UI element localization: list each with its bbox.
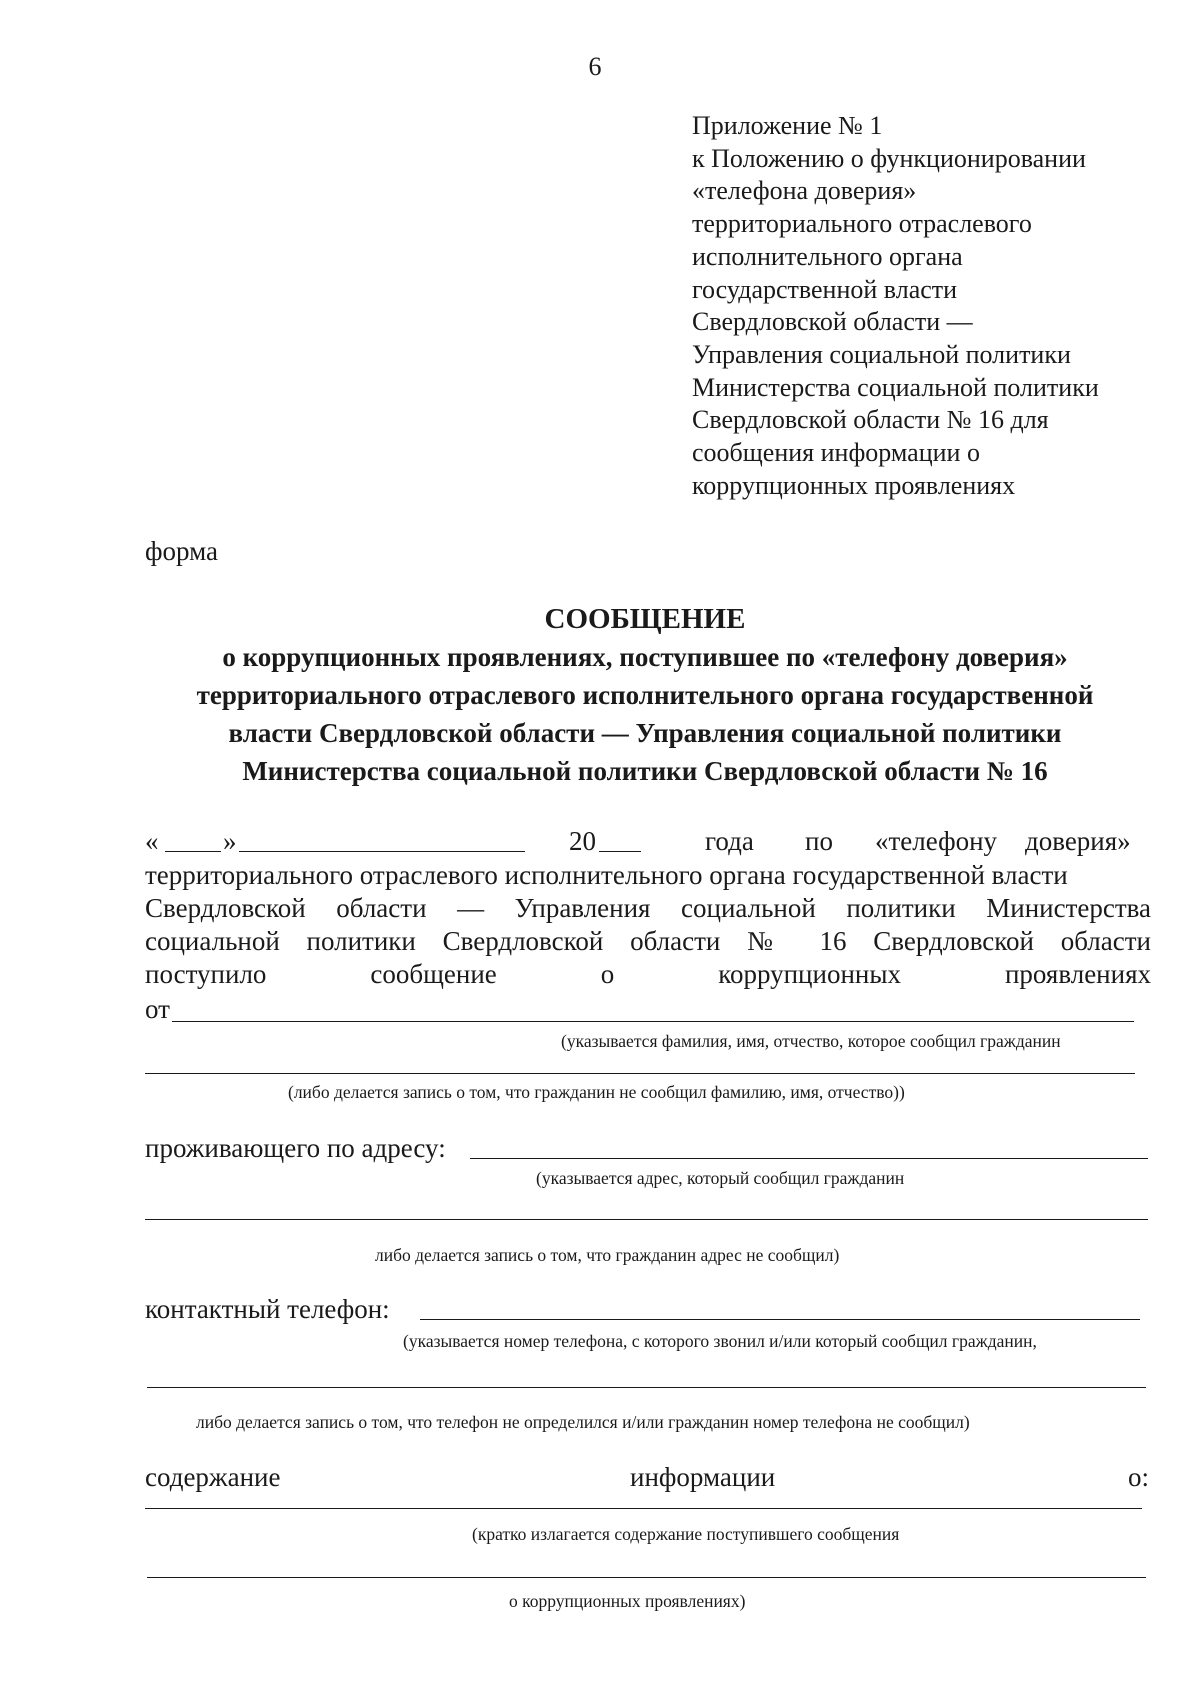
phone-field-line[interactable] [420,1319,1140,1320]
body-word: области [1060,926,1151,956]
day-blank[interactable] [165,851,221,852]
appendix-line: «телефона доверия» [692,176,917,206]
form-label: форма [145,536,218,566]
month-blank[interactable] [239,851,525,852]
appendix-line: Управления социальной политики [692,339,1071,369]
year-blank[interactable] [599,851,641,852]
body-word: по [805,826,833,856]
body-line-4 [145,926,1151,957]
body-word: Управления [514,893,651,923]
address-field-line[interactable] [470,1158,1148,1159]
content-label-word: содержание [145,1462,281,1492]
from-label: от [145,994,170,1024]
appendix-line: Приложение № 1 [692,111,883,140]
body-word: Свердловской [873,926,1034,956]
address-label: проживающего по адресу: [145,1133,446,1163]
address-alt-field-line[interactable] [145,1219,1148,1220]
page-number: 6 [588,52,602,81]
caption-address: (указывается адрес, который сообщил гражданин [536,1168,905,1188]
appendix-block [692,110,1172,502]
title-line: власти Свердловской области — Управления социальной политики [228,718,1062,748]
body-line-3 [145,893,1151,924]
caption-phone: (указывается номер телефона, с которого звонил и/или который сообщил гражданин, [403,1331,1037,1351]
title-main: СООБЩЕНИЕ [544,603,746,635]
body-line-5 [145,959,1151,990]
body-word: Свердловской [442,926,604,956]
body-word: поступило [145,959,267,989]
body-word: политики [306,926,416,956]
body-word: года [705,826,754,856]
fio-field-line[interactable] [172,1021,1134,1022]
caption-fio-alt: (либо делается запись о том, что гражданин не сообщил фамилию, имя, отчество)) [288,1082,905,1102]
year-prefix: 20 [569,826,596,856]
caption-content: (кратко излагается содержание поступившего сообщения [472,1524,900,1544]
content-alt-field-line[interactable] [147,1577,1146,1578]
body-word: социальной [145,926,280,956]
title-line: Министерства социальной политики Свердловской области № 16 [242,756,1048,786]
body-word: Министерства [986,893,1152,923]
content-label-word: информации [630,1462,776,1492]
body-word: области [336,893,427,923]
appendix-line: к Положению о функционировании [692,143,1086,173]
appendix-line: государственной власти [692,274,958,304]
title-line: о коррупционных проявлениях, поступившее по «телефону доверия» [222,642,1068,672]
content-label-word: о: [1128,1462,1150,1492]
fio-alt-field-line[interactable] [145,1073,1135,1074]
body-word: политики [846,893,956,923]
body-word: доверия» [1025,826,1131,856]
body-word: 16 [819,926,847,956]
caption-fio: (указывается фамилия, имя, отчество, которое сообщил гражданин [561,1031,1061,1051]
body-word: Свердловской [145,893,306,923]
appendix-line: территориального отраслевого [692,209,1032,239]
appendix-line: сообщения информации о [692,438,980,468]
caption-address-alt: либо делается запись о том, что гражданин адрес не сообщил) [375,1245,840,1265]
quote-open: « [145,826,159,856]
body-word: области [630,926,721,956]
appendix-line: коррупционных проявлениях [692,470,1016,500]
body-word: проявлениях [1004,959,1151,989]
caption-content-alt: о коррупционных проявлениях) [509,1591,746,1611]
body-word: № [747,926,793,956]
body-word: сообщение [370,959,497,989]
quote-close: » [223,826,237,856]
appendix-line: исполнительного органа [692,241,963,271]
content-field-line[interactable] [145,1508,1142,1509]
appendix-line: Министерства социальной политики [692,372,1099,402]
appendix-line: Свердловской области — [692,307,973,337]
title-line: территориального отраслевого исполнительного органа государственной [196,680,1094,710]
body-word: социальной [681,893,816,923]
document-title [120,600,1170,790]
body-line-2: территориального отраслевого исполнительного органа государственной власти [145,860,1068,890]
body-word: «телефону [875,826,998,856]
phone-alt-field-line[interactable] [147,1387,1146,1388]
date-line [145,826,1151,860]
phone-label: контактный телефон: [145,1294,390,1324]
caption-phone-alt: либо делается запись о том, что телефон не определился и/или гражданин номер телефона не сообщил) [196,1412,970,1432]
appendix-line: Свердловской области № 16 для [692,405,1049,435]
body-word: о коррупционных [600,959,901,989]
body-word: — [457,893,485,923]
